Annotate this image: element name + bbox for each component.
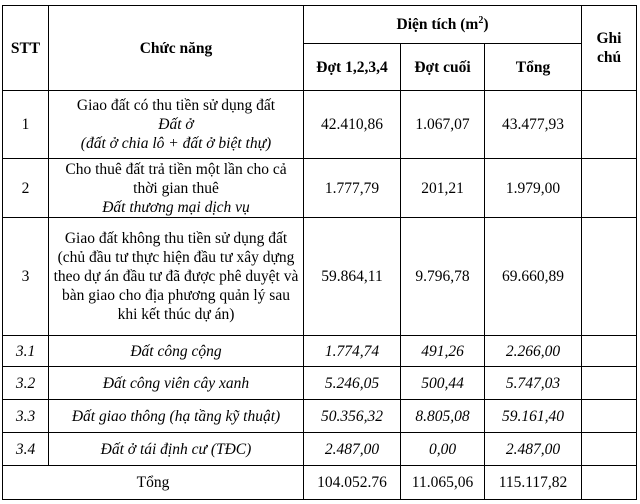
row-total: 59.161,40 [485, 400, 582, 433]
row-function: Đất ở tái định cư (TĐC) [49, 433, 304, 466]
header-note: Ghi chú [582, 6, 637, 91]
function-line: Đất thương mại dịch vụ [102, 198, 250, 216]
function-line: Giao đất có thu tiền sử dụng đất [76, 97, 276, 114]
totals-phase1: 104.052.76 [304, 466, 401, 500]
row-phase1: 59.864,11 [304, 218, 401, 336]
function-line: Đất ở [158, 116, 194, 133]
table-row [3, 218, 637, 336]
header-function: Chức năng [49, 6, 304, 91]
row-function: Giao đất không thu tiền sử dụng đất (chủ đầu tư thực hiện đầu tư xây dựng theo dự án đầu tư đã được phê duyệt và bàn giao cho địa phương quản lý sau khi kết thúc dự án) [49, 218, 304, 336]
header-area [304, 6, 582, 44]
row-function: Đất công cộng [49, 336, 304, 367]
row-note [582, 367, 637, 400]
row-total: 2.487,00 [485, 433, 582, 466]
row-phase1: 1.774,74 [304, 336, 401, 367]
totals-total: 115.117,82 [485, 466, 582, 500]
header-phase1: Đợt 1,2,3,4 [304, 44, 401, 91]
row-phase1: 50.356,32 [304, 400, 401, 433]
row-total: 2.266,00 [485, 336, 582, 367]
row-note [582, 91, 637, 159]
row-phase1: 2.487,00 [304, 433, 401, 466]
table-row [3, 400, 637, 433]
header-stt: STT [3, 6, 49, 91]
row-stt: 3.4 [3, 433, 49, 466]
row-total: 69.660,89 [485, 218, 582, 336]
totals-phase-last: 11.065,06 [401, 466, 485, 500]
row-phase-last: 8.805,08 [401, 400, 485, 433]
row-function: Đất công viên cây xanh [49, 367, 304, 400]
table-row [3, 336, 637, 367]
header-area-label: Diện tích (m [396, 16, 479, 33]
row-note [582, 336, 637, 367]
row-note [582, 218, 637, 336]
table-row [3, 367, 637, 400]
row-stt: 3 [3, 218, 49, 336]
row-phase1: 5.246,05 [304, 367, 401, 400]
row-stt: 3.3 [3, 400, 49, 433]
row-total: 43.477,93 [485, 91, 582, 159]
header-area-close: ) [483, 16, 489, 33]
totals-note [582, 466, 637, 500]
totals-label: Tổng [3, 466, 304, 500]
row-phase1: 42.410,86 [304, 91, 401, 159]
row-function: Đất giao thông (hạ tầng kỹ thuật) [49, 400, 304, 433]
function-line: Cho thuê đất trả tiền một lần cho cả thời gian thuê [65, 160, 287, 197]
row-stt: 2 [3, 159, 49, 218]
row-note [582, 159, 637, 218]
row-stt: 3.1 [3, 336, 49, 367]
row-stt: 3.2 [3, 367, 49, 400]
row-function [49, 159, 304, 218]
function-line: (đất ở chia lô + đất ở biệt thự) [80, 135, 272, 152]
header-phase-last: Đợt cuối [401, 44, 485, 91]
row-note [582, 433, 637, 466]
header-area-unit: 2 [478, 15, 484, 26]
row-phase-last: 0,00 [401, 433, 485, 466]
row-total: 5.747,03 [485, 367, 582, 400]
row-function [49, 91, 304, 159]
table-row [3, 91, 637, 159]
row-stt: 1 [3, 91, 49, 159]
land-area-table [2, 5, 637, 500]
row-phase-last: 9.796,78 [401, 218, 485, 336]
totals-row [3, 466, 637, 500]
row-phase-last: 1.067,07 [401, 91, 485, 159]
row-phase1: 1.777,79 [304, 159, 401, 218]
row-note [582, 400, 637, 433]
table-row [3, 433, 637, 466]
row-phase-last: 500,44 [401, 367, 485, 400]
row-total: 1.979,00 [485, 159, 582, 218]
table-row [3, 159, 637, 218]
header-total: Tổng [485, 44, 582, 91]
header-row-top [3, 6, 637, 44]
row-phase-last: 491,26 [401, 336, 485, 367]
row-phase-last: 201,21 [401, 159, 485, 218]
